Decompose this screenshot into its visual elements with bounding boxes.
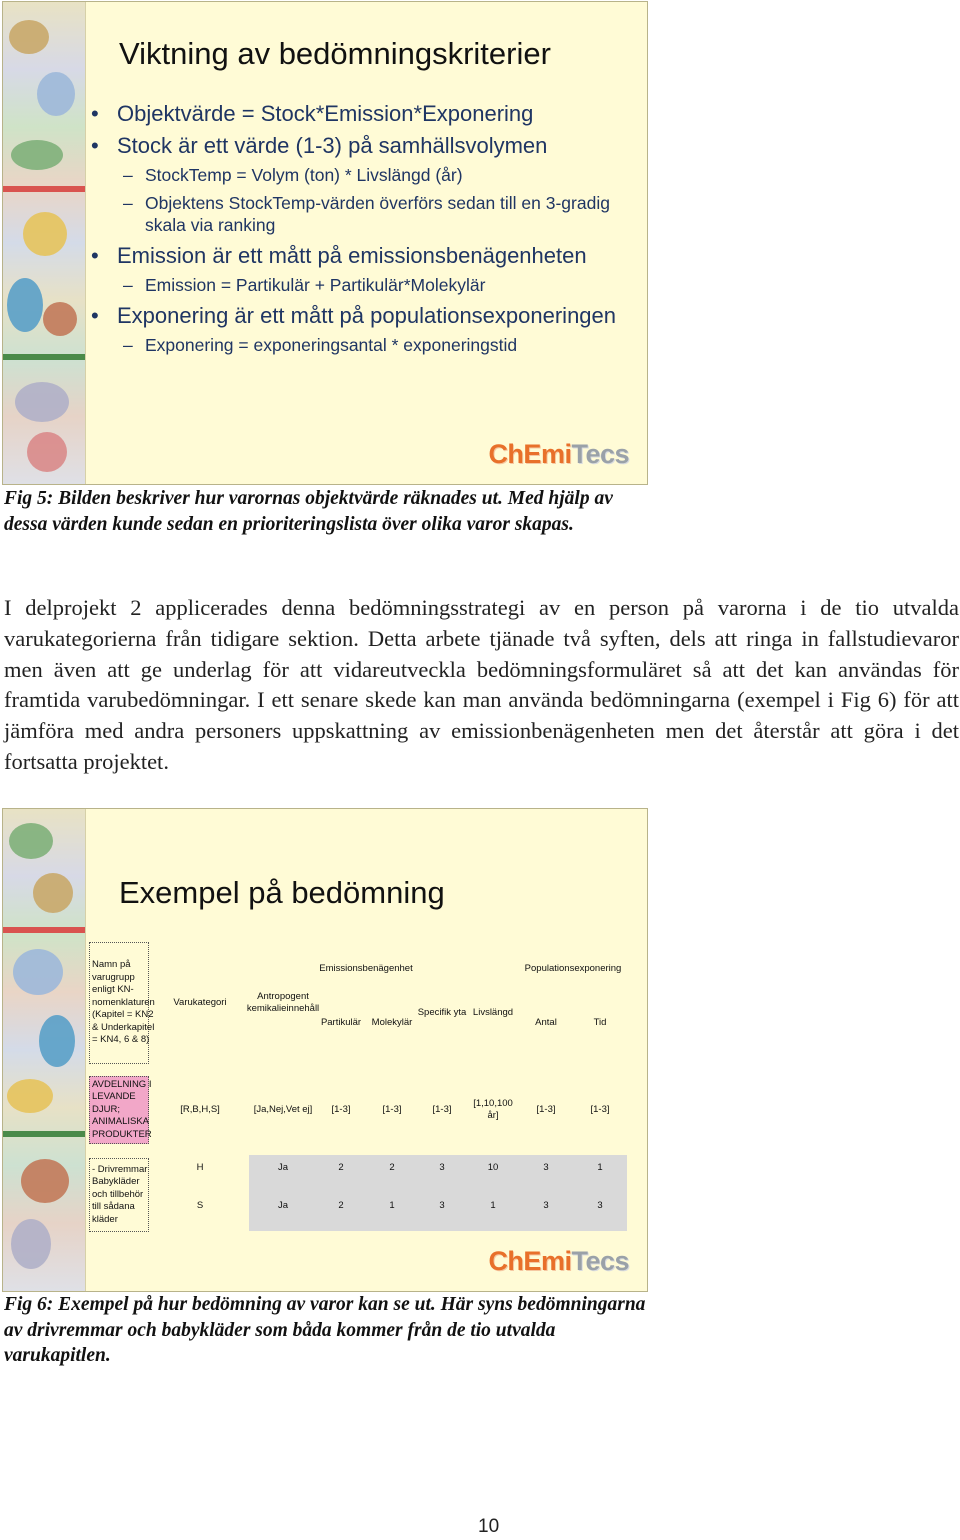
- scale-tid: [1-3]: [590, 1103, 610, 1115]
- scale-livslangd: [1,10,100 år]: [473, 1097, 513, 1121]
- table-cell: 3: [543, 1161, 549, 1173]
- category-name-cell: AVDELNING I LEVANDE DJUR; ANIMALISKA PRODUKTER: [89, 1076, 149, 1144]
- bullet-item: • Exponering är ett mått på populationsexponeringen: [91, 302, 631, 330]
- bullet-list: [91, 100, 631, 362]
- slide-weighting-criteria: [2, 1, 648, 485]
- figure-caption-5: Fig 5: Bilden beskriver hur varornas objektvärde räknades ut. Med hjälp av dessa värden kunde sedan en prioriteringslista över olika varor skapas.: [4, 488, 613, 535]
- table-cell: Ja: [277, 1161, 289, 1173]
- figure-caption-6: Fig 6: Exempel på hur bedömning av varor kan se ut. Här syns bedömningarna av drivremmar och babykläder som båda kommer från de tio utvalda varukapitlen.: [4, 1294, 646, 1366]
- sub-bullet-item: – StockTemp = Volym (ton) * Livslängd (år): [91, 164, 631, 186]
- assessment-table: [3, 809, 647, 1291]
- table-cell: 3: [597, 1199, 603, 1211]
- header-molekylar: Molekylär: [371, 1016, 413, 1028]
- sub-bullet-item: – Objektens StockTemp-värden överförs sedan till en 3-gradig skala via ranking: [91, 192, 631, 236]
- chemitecs-logo: ChEmiTecs: [488, 439, 629, 469]
- table-cell: H: [196, 1161, 204, 1173]
- header-livslangd: Livslängd: [472, 1006, 514, 1018]
- table-cell: 3: [543, 1199, 549, 1211]
- body-paragraph: I delprojekt 2 applicerades denna bedömningsstrategi av en person på varorna i de tio utvalda varukategorierna från tidigare sektion. Detta arbete tjänade två syften, dels att ringa in fallstudievaror men även att ge underlag för att vidareutveckla bedömningsformuläret så att det kan användas för framtida varubedömningar. I ett senare skede kan man använda bedömningarna (exempel i Fig 6) för att jämföra med andra personers uppskattning av emissionbenägenheten men det återstår att göra i det fortsatta projektet.: [4, 595, 959, 774]
- scale-antal: [1-3]: [536, 1103, 556, 1115]
- scale-varukategori: [R,B,H,S]: [180, 1103, 220, 1115]
- table-cell: S: [196, 1199, 204, 1211]
- table-cell: 3: [439, 1199, 445, 1211]
- table-cell: 1: [490, 1199, 496, 1211]
- table-cell: 2: [389, 1161, 395, 1173]
- scale-molekylar: [1-3]: [382, 1103, 402, 1115]
- table-cell: 2: [338, 1199, 344, 1211]
- header-antal: Antal: [535, 1016, 557, 1028]
- chemitecs-logo: ChEmiTecs: [488, 1246, 629, 1276]
- page-number: 10: [478, 1516, 500, 1537]
- sub-bullet-item: – Emission = Partikulär + Partikulär*Molekylär: [91, 274, 631, 296]
- table-cell: 10: [487, 1161, 499, 1173]
- group-population-header: Populationsexponering: [524, 962, 622, 974]
- header-tid: Tid: [593, 1016, 607, 1028]
- bullet-item: • Emission är ett mått på emissionsbenägenheten: [91, 242, 631, 270]
- header-name-cell: Namn på varugrupp enligt KN-nomenklaturen (Kapitel = KN2 & Underkapitel = KN4, 6 & 8): [89, 942, 149, 1064]
- bullet-item: • Objektvärde = Stock*Emission*Exponering: [91, 100, 631, 128]
- header-partikular: Partikulär: [320, 1016, 362, 1028]
- table-cell: Ja: [277, 1199, 289, 1211]
- decorative-sidebar: [3, 2, 86, 484]
- bullet-item: • Stock är ett värde (1-3) på samhällsvolymen: [91, 132, 631, 160]
- scale-partikular: [1-3]: [331, 1103, 351, 1115]
- scale-specifik-yta: [1-3]: [432, 1103, 452, 1115]
- header-antropogent: Antropogent kemikalieinnehåll: [246, 990, 320, 1014]
- slide-assessment-example: [2, 808, 648, 1292]
- scale-antropogent: [Ja,Nej,Vet ej]: [253, 1103, 313, 1115]
- header-specifik-yta: Specifik yta: [417, 1006, 467, 1018]
- table-cell: 2: [338, 1161, 344, 1173]
- group-emission-header: Emissionsbenägenhet: [319, 962, 413, 974]
- slide-title: Exempel på bedömning: [119, 875, 445, 910]
- table-cell: 1: [597, 1161, 603, 1173]
- table-cell: 3: [439, 1161, 445, 1173]
- table-cell: 1: [389, 1199, 395, 1211]
- header-varukategori: Varukategori: [173, 996, 227, 1008]
- sub-bullet-item: – Exponering = exponeringsantal * exponeringstid: [91, 334, 631, 356]
- example-names-cell: - Drivremmar Babykläder och tillbehör till sådana kläder: [89, 1158, 149, 1232]
- slide-title: Viktning av bedömningskriterier: [119, 36, 551, 71]
